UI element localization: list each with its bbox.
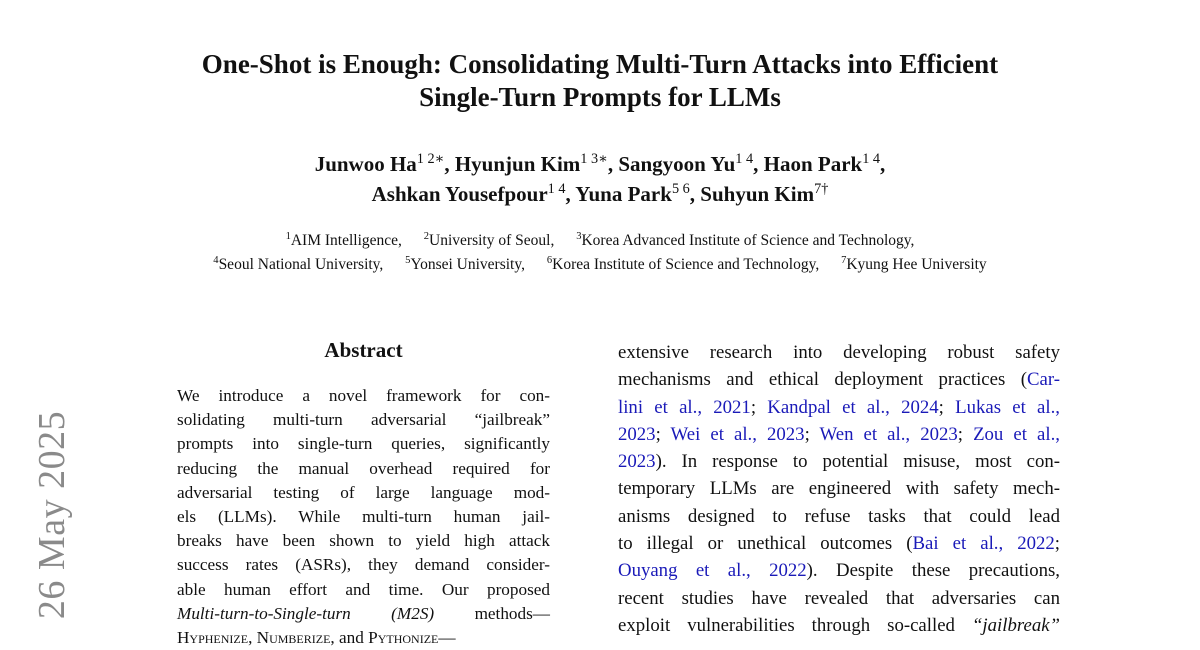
arxiv-date-stamp: 26 May 2025 bbox=[31, 410, 73, 620]
author-name: Junwoo Ha bbox=[314, 152, 417, 176]
separator: — bbox=[438, 628, 456, 648]
separator: ; bbox=[957, 423, 974, 445]
author-name: Haon Park bbox=[763, 152, 863, 176]
intro-line bbox=[618, 612, 1060, 639]
abstract-line bbox=[177, 602, 550, 626]
intro-line: recent studies have revealed that adversaries can bbox=[618, 587, 1060, 609]
method-numberize: Numberize bbox=[256, 628, 331, 648]
affiliation-text: Korea Advanced Institute of Science and Technology, bbox=[581, 232, 915, 249]
affiliation-number: 1 bbox=[285, 231, 291, 243]
abstract-heading: Abstract bbox=[324, 338, 403, 362]
affiliations-line-1 bbox=[100, 229, 1100, 253]
affiliation bbox=[547, 256, 819, 273]
affiliations bbox=[100, 229, 1100, 277]
abstract-line: prompts into single-turn queries, significantly bbox=[177, 434, 550, 454]
author-affil-marker: 1 4 bbox=[735, 151, 754, 168]
affiliation-text: AIM Intelligence, bbox=[290, 232, 402, 249]
separator: ; bbox=[938, 396, 956, 418]
author-affil-marker: 1 3∗ bbox=[580, 151, 608, 168]
intro-text: exploit vulnerabilities through so-called bbox=[618, 614, 955, 636]
paper-title bbox=[100, 48, 1100, 114]
author-name: Hyunjun Kim bbox=[454, 152, 581, 176]
author-name: Yuna Park bbox=[575, 182, 672, 206]
jailbreak-italic: “jailbreak” bbox=[971, 614, 1060, 636]
intro-line bbox=[618, 366, 1060, 393]
affiliation-number: 7 bbox=[841, 255, 847, 267]
intro-line bbox=[618, 557, 1060, 584]
author-affil-marker: 1 4 bbox=[862, 151, 881, 168]
abstract-body bbox=[177, 384, 550, 650]
separator: , bbox=[248, 628, 257, 648]
abstract-line: els (LLMs). While multi-turn human jail- bbox=[177, 507, 550, 527]
intro-line bbox=[618, 448, 1060, 475]
m2s-italic: Multi-turn-to-Single-turn (M2S) bbox=[177, 603, 435, 623]
intro-line bbox=[618, 394, 1060, 421]
separator: ; bbox=[655, 423, 671, 445]
citation-link[interactable]: lini et al., 2021 bbox=[618, 396, 751, 418]
citation-link[interactable]: Wen et al., 2023 bbox=[819, 423, 958, 445]
abstract-line bbox=[177, 626, 550, 650]
affiliation bbox=[286, 232, 402, 249]
intro-text: mechanisms and ethical deployment practices ( bbox=[618, 369, 1027, 391]
citation-link[interactable]: Ouyang et al., 2022 bbox=[618, 560, 807, 582]
m2s-rest: methods— bbox=[474, 603, 550, 623]
intro-line: temporary LLMs are engineered with safety mech- bbox=[618, 478, 1060, 500]
title-line-2: Single-Turn Prompts for LLMs bbox=[419, 82, 781, 112]
citation-link[interactable]: 2023 bbox=[618, 451, 656, 473]
citation-link[interactable]: 2023 bbox=[618, 423, 656, 445]
intro-line bbox=[618, 530, 1060, 557]
abstract-line: solidating multi-turn adversarial “jailbreak” bbox=[177, 410, 550, 430]
separator: ; bbox=[1054, 533, 1061, 555]
abstract-line: success rates (ASRs), they demand consider- bbox=[177, 555, 550, 575]
author-name: Sangyoon Yu bbox=[618, 152, 736, 176]
affiliation-text: Korea Institute of Science and Technology, bbox=[552, 256, 820, 273]
affiliation-number: 4 bbox=[213, 255, 219, 267]
author-name: Ashkan Yousefpour bbox=[371, 182, 548, 206]
affiliation-number: 2 bbox=[423, 231, 430, 243]
author-name: Suhyun Kim bbox=[700, 182, 815, 206]
separator: , and bbox=[330, 628, 369, 648]
method-hyphenize: Hyphenize bbox=[177, 628, 249, 648]
separator: ; bbox=[750, 396, 768, 418]
abstract-line: reducing the manual overhead required for bbox=[177, 458, 550, 478]
affiliation bbox=[424, 232, 555, 249]
affiliation-number: 3 bbox=[576, 231, 582, 243]
affiliation-text: Yonsei University, bbox=[410, 256, 525, 273]
affiliation bbox=[841, 256, 987, 273]
author-affil-marker: 1 2∗ bbox=[416, 151, 445, 168]
affiliation bbox=[213, 256, 383, 273]
affiliation bbox=[405, 256, 525, 273]
author-affil-marker: 5 6 bbox=[671, 181, 690, 198]
method-pythonize: Pythonize bbox=[368, 628, 439, 648]
intro-line: anisms designed to refuse tasks that could lead bbox=[618, 505, 1060, 527]
separator: ; bbox=[804, 423, 820, 445]
author-list bbox=[100, 149, 1100, 209]
affiliations-line-2 bbox=[100, 253, 1100, 277]
citation-link[interactable]: Car- bbox=[1027, 369, 1060, 391]
abstract-line: able human effort and time. Our proposed bbox=[177, 579, 550, 599]
intro-text: to illegal or unethical outcomes ( bbox=[618, 533, 913, 555]
intro-line bbox=[618, 421, 1060, 448]
affiliation-number: 6 bbox=[546, 255, 553, 267]
author-affil-marker: 7† bbox=[814, 181, 829, 198]
title-line-1: One-Shot is Enough: Consolidating Multi-Turn Attacks into Efficient bbox=[201, 49, 999, 79]
citation-link[interactable]: Wei et al., 2023 bbox=[670, 423, 805, 445]
authors-line-1: Junwoo $Ha^{1 2∗}$, Hyunjun Kim$^{1 3∗}$, Sangyoon $Yu^{1 4}$, Haon Park$^{1 4}$, bbox=[314, 151, 886, 176]
affiliation-number: 5 bbox=[405, 255, 411, 267]
affiliation bbox=[576, 232, 914, 249]
intro-text: ). In response to potential misuse, most con- bbox=[655, 451, 1060, 473]
citation-link[interactable]: Kandpal et al., 2024 bbox=[767, 396, 939, 418]
intro-line: extensive research into developing robust safety bbox=[618, 342, 1060, 363]
intro-text: ). Despite these precautions, bbox=[806, 560, 1060, 582]
affiliation-text: Kyung Hee University bbox=[846, 256, 987, 273]
abstract-line: adversarial testing of large language mod- bbox=[177, 482, 550, 502]
citation-link[interactable]: Zou et al., bbox=[973, 423, 1060, 445]
abstract-line: breaks have been shown to yield high attack bbox=[177, 531, 550, 551]
citation-link[interactable]: Lukas et al., bbox=[955, 396, 1060, 418]
intro-body bbox=[618, 339, 1060, 639]
abstract-line: We introduce a novel framework for con- bbox=[177, 386, 550, 405]
author-affil-marker: 1 4 bbox=[547, 181, 566, 198]
authors-line-2: Ashkan Yousefpour$^{1 4}$, Yuna Park$^{5 6}$, Suhyun Kim$^{7\dagger}$ bbox=[371, 181, 829, 206]
citation-link[interactable]: Bai et al., 2022 bbox=[912, 533, 1055, 555]
affiliation-text: Seoul National University, bbox=[218, 256, 384, 273]
affiliation-text: University of Seoul, bbox=[429, 232, 555, 249]
